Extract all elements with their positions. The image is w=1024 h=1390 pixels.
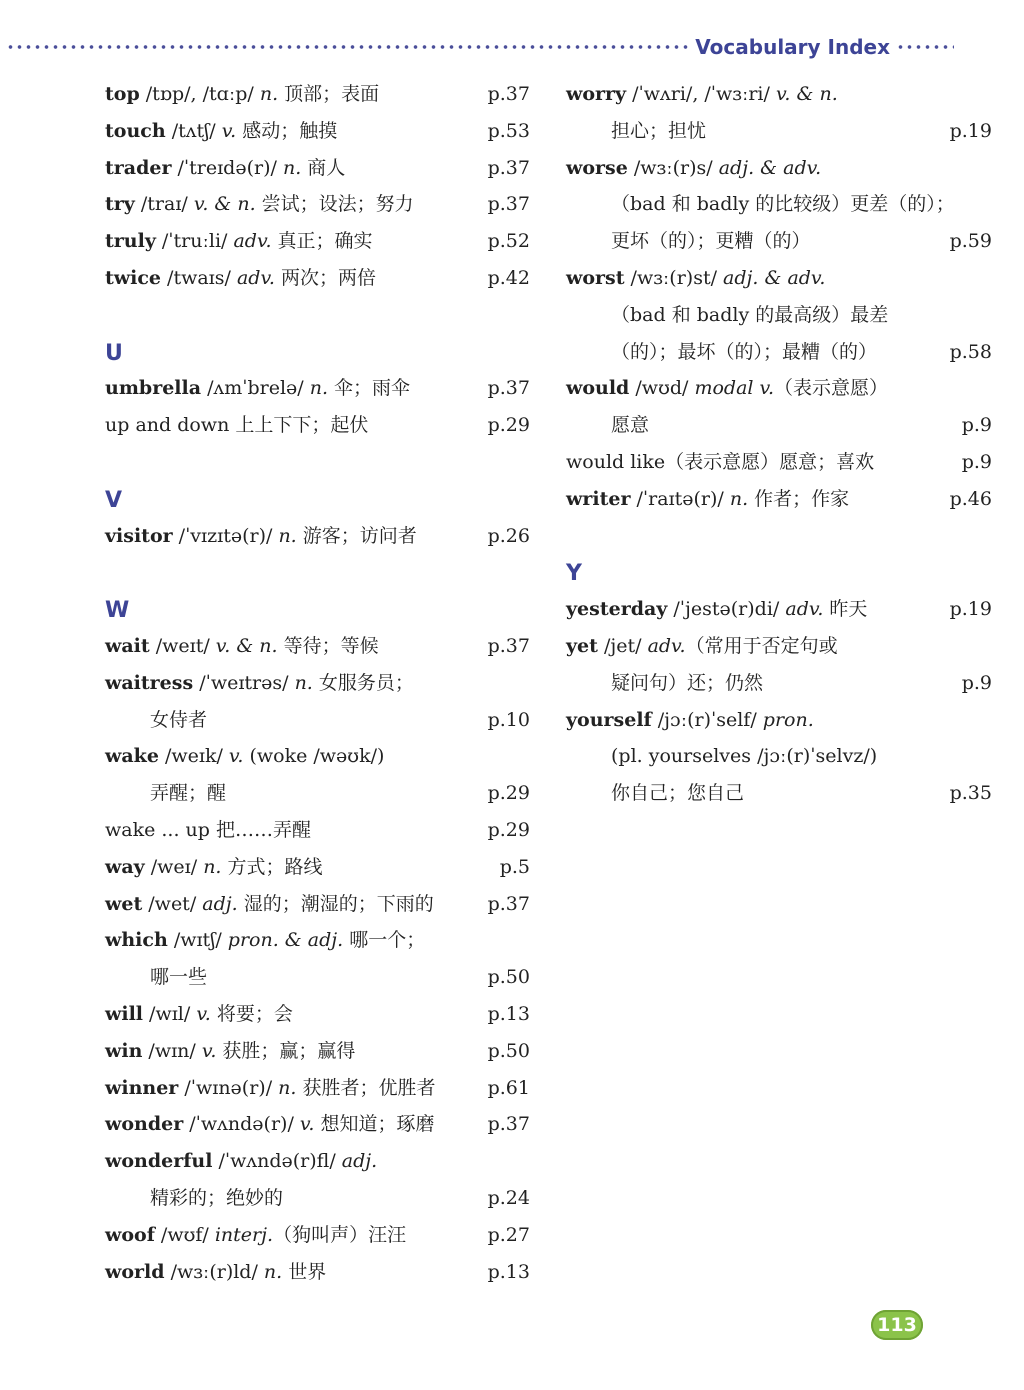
section-letter: U (105, 340, 123, 366)
headword: wet (105, 892, 143, 915)
phonetic: /wʊd/ (629, 377, 695, 400)
spacer (105, 554, 530, 591)
part-of-speech: v. (228, 745, 244, 768)
phonetic: /ʌmˈbrelə/ (201, 377, 310, 400)
phonetic: /wɜː(r)st/ (624, 266, 724, 289)
headword: way (105, 855, 145, 878)
part-of-speech: n. (729, 487, 749, 510)
definition: 尝试；设法；努力 (255, 193, 414, 216)
page-ref: p.46 (949, 487, 992, 510)
part-of-speech: adj. & adv. (718, 156, 822, 179)
phonetic: /ˈweɪtrəs/ (193, 671, 295, 694)
part-of-speech: adv. (785, 598, 824, 621)
part-of-speech: n. (263, 1260, 283, 1283)
headword: yet (566, 634, 598, 657)
vocab-entry (566, 260, 992, 297)
headword: truly (105, 230, 156, 253)
vocab-entry (105, 518, 530, 555)
page-ref: p.27 (487, 1223, 530, 1246)
vocab-entry (105, 1254, 530, 1291)
page-ref: p.50 (487, 966, 530, 989)
vocab-entry (105, 922, 530, 959)
page-ref: p.19 (949, 598, 992, 621)
page-ref: p.5 (499, 855, 530, 878)
definition: （bad 和 badly 的最高级）最差 (611, 303, 889, 326)
phonetic: /wʊf/ (154, 1223, 215, 1246)
vocab-entry (566, 628, 992, 665)
definition: （bad 和 badly 的比较级）更差（的）； (611, 193, 955, 216)
running-header (0, 30, 960, 64)
part-of-speech: n. (278, 1076, 297, 1099)
part-of-speech: v. (299, 1113, 315, 1136)
phonetic: /ˈvɪzɪtə(r)/ (172, 524, 279, 547)
part-of-speech: adv. (236, 266, 275, 289)
definition: 女服务员； (312, 671, 414, 694)
entry-continuation (566, 223, 992, 260)
part-of-speech: v. & n. (193, 193, 256, 216)
vocab-entry (566, 150, 992, 187)
vocab-entry (105, 1217, 530, 1254)
part-of-speech: n. (203, 855, 222, 878)
page-ref: p.26 (487, 524, 530, 547)
part-of-speech: interj. (214, 1223, 274, 1246)
definition: 方式；路线 (221, 855, 323, 878)
vocab-entry (105, 886, 530, 923)
vocab-entry (566, 76, 992, 113)
entry-continuation (566, 334, 992, 371)
definition: (woke /wəʊk/) (243, 745, 385, 768)
headword: try (105, 193, 135, 216)
headword: wonderful (105, 1150, 213, 1173)
page-ref: p.19 (949, 119, 992, 142)
definition: （常用于否定句或 (685, 634, 838, 657)
phonetic: /ˈtruːli/ (155, 230, 234, 253)
definition: 哪一个； (343, 929, 426, 952)
headword: umbrella (105, 377, 202, 400)
page-ref: p.61 (487, 1076, 530, 1099)
vocab-entry (105, 1033, 530, 1070)
entry-continuation (566, 297, 992, 334)
part-of-speech: adv. (647, 634, 686, 657)
phonetic: /wɜː(r)s/ (627, 156, 719, 179)
phrase: up and down 上上下下；起伏 (105, 414, 369, 437)
page-ref: p.50 (487, 1039, 530, 1062)
definition: 两次；两倍 (274, 266, 377, 289)
headword: win (105, 1039, 143, 1062)
headword: wait (105, 634, 150, 657)
page-ref: p.37 (487, 377, 530, 400)
definition: （表示意愿） (774, 377, 889, 400)
headword: top (105, 83, 140, 105)
part-of-speech: v. (201, 1039, 217, 1062)
vocab-entry (105, 223, 530, 260)
page-ref: p.37 (487, 634, 530, 657)
vocab-entry (105, 849, 530, 886)
part-of-speech: n. (282, 156, 302, 179)
entry-continuation (105, 1180, 530, 1217)
left-column (105, 76, 530, 1290)
header-title: Vocabulary Index (695, 35, 890, 59)
vocab-entry (566, 370, 992, 407)
page-ref: p.58 (949, 340, 992, 363)
definition: 弄醒；醒 (150, 782, 227, 805)
headword: would (566, 377, 630, 400)
vocab-entry (105, 1070, 530, 1107)
entry-continuation (566, 113, 992, 150)
headword: trader (105, 156, 172, 179)
phonetic: /wɪtʃ/ (167, 929, 228, 952)
entry-continuation (566, 738, 992, 775)
part-of-speech: pron. (762, 708, 814, 731)
vocab-entry (105, 186, 530, 223)
vocab-entry (105, 812, 530, 849)
vocab-entry (105, 1106, 530, 1143)
headword: visitor (105, 524, 173, 547)
page-ref: p.13 (487, 1002, 530, 1025)
part-of-speech: v. & n. (215, 634, 278, 657)
page-ref: p.42 (487, 266, 530, 289)
vocab-entry (566, 591, 992, 628)
definition: 获胜者；优胜者 (296, 1076, 436, 1099)
definition: 昨天 (823, 598, 868, 621)
definition: 将要；会 (210, 1002, 293, 1025)
phonetic: /weɪ/ (144, 855, 204, 878)
part-of-speech: n. (259, 83, 279, 105)
headword: yourself (566, 708, 652, 731)
vocab-entry (566, 444, 992, 481)
definition: 商人 (301, 156, 346, 179)
part-of-speech: adj. (202, 892, 238, 915)
part-of-speech: modal v. (694, 377, 775, 400)
definition: （狗叫声）汪汪 (273, 1223, 407, 1246)
phonetic: /traɪ/ (134, 193, 194, 216)
headword: yesterday (566, 598, 668, 621)
definition: 湿的；潮湿的；下雨的 (237, 892, 434, 915)
entry-continuation (566, 665, 992, 702)
page-ref: p.35 (949, 782, 992, 805)
phonetic: /tʌtʃ/ (165, 119, 222, 142)
headword: woof (105, 1223, 155, 1246)
page-ref: p.53 (487, 119, 530, 142)
page-ref: p.9 (961, 450, 992, 473)
headword: winner (105, 1076, 179, 1099)
definition: 伞；雨伞 (328, 377, 411, 400)
page-ref: p.24 (487, 1186, 530, 1209)
phrase: would like（表示意愿）愿意；喜欢 (566, 450, 875, 473)
part-of-speech: n. (278, 524, 297, 547)
phonetic: /ˈraɪtə(r)/ (630, 487, 730, 510)
page-ref: p.29 (487, 414, 530, 437)
part-of-speech: v. (196, 1002, 211, 1025)
headword: writer (566, 487, 631, 510)
page-ref: p.13 (487, 1260, 530, 1283)
page-ref: p.37 (487, 156, 530, 179)
headword: worry (566, 83, 627, 105)
phonetic: /ˈjestə(r)di/ (667, 598, 786, 621)
vocab-entry (105, 76, 530, 113)
phonetic: /ˈwʌndə(r)/ (183, 1113, 300, 1136)
vocab-entry (105, 407, 530, 444)
page-ref: p.52 (487, 230, 530, 253)
vocab-entry (105, 370, 530, 407)
page-ref: p.37 (487, 1113, 530, 1136)
definition: （的）；最坏（的）；最糟（的） (611, 340, 878, 363)
phonetic: /wet/ (142, 892, 203, 915)
definition: 更坏（的）；更糟（的） (611, 230, 811, 253)
vocab-entry (105, 113, 530, 150)
entry-continuation (105, 959, 530, 996)
spacer (105, 297, 530, 334)
definition: 感动；触摸 (236, 119, 338, 142)
phonetic: /jɔː(r)ˈself/ (651, 708, 763, 731)
dotted-leader (6, 44, 689, 50)
phonetic: /ˈwɪnə(r)/ (178, 1076, 279, 1099)
phonetic: /wɜː(r)ld/ (164, 1260, 264, 1283)
spacer (566, 518, 992, 555)
definition: 担心；担忧 (611, 119, 707, 142)
definition: 获胜；赢；赢得 (216, 1039, 356, 1062)
definition: 疑问句）还；仍然 (611, 671, 764, 694)
headword: wake (105, 745, 159, 768)
phonetic: /ˈwʌri/, /ˈwɜːri/ (626, 83, 776, 105)
phonetic: /wɪl/ (143, 1002, 197, 1025)
headword: touch (105, 119, 166, 142)
definition: 精彩的；绝妙的 (150, 1186, 284, 1209)
vocab-entry (566, 702, 992, 739)
vocab-entry (105, 738, 530, 775)
entry-continuation (566, 407, 992, 444)
part-of-speech: adj. (341, 1150, 378, 1173)
page-ref: p.9 (961, 671, 992, 694)
definition: 你自己；您自己 (611, 782, 745, 805)
phonetic: /ˈwʌndə(r)fl/ (212, 1150, 342, 1173)
headword: world (105, 1260, 165, 1283)
section-letter: Y (566, 561, 582, 587)
definition: 世界 (282, 1260, 327, 1283)
phrase: wake ... up 把……弄醒 (105, 818, 311, 841)
headword: twice (105, 266, 162, 289)
definition: 真正；确实 (271, 230, 373, 253)
definition: 想知道；琢磨 (314, 1113, 435, 1136)
phonetic: /tɒp/, /tɑːp/ (139, 83, 260, 105)
right-column (566, 76, 992, 812)
section-letter: W (105, 598, 130, 624)
definition: 顶部；表面 (278, 83, 380, 105)
part-of-speech: n. (309, 377, 329, 400)
part-of-speech: v. & n. (775, 83, 838, 105)
page-ref: p.37 (487, 193, 530, 216)
headword: will (105, 1002, 144, 1025)
page-ref: p.59 (949, 230, 992, 253)
section-letter: V (105, 487, 123, 513)
headword: which (105, 929, 168, 952)
phonetic: /weɪk/ (158, 745, 229, 768)
phonetic: /ˈtreɪdə(r)/ (171, 156, 283, 179)
entry-continuation (105, 775, 530, 812)
headword: wonder (105, 1113, 184, 1136)
page-number-badge: 113 (871, 1310, 923, 1340)
vocab-entry (566, 481, 992, 518)
vocab-entry (105, 665, 530, 702)
page-ref: p.29 (487, 818, 530, 841)
page-ref: p.37 (487, 83, 530, 105)
phonetic: /twaɪs/ (161, 266, 237, 289)
phonetic: /wɪn/ (142, 1039, 202, 1062)
vocab-entry (105, 628, 530, 665)
spacer (105, 444, 530, 481)
page-ref: p.9 (961, 414, 992, 437)
headword: worse (566, 156, 628, 179)
phonetic: /jet/ (597, 634, 648, 657)
phonetic: /weɪt/ (149, 634, 216, 657)
part-of-speech: v. (221, 119, 237, 142)
page-ref: p.37 (487, 892, 530, 915)
vocab-entry (105, 1143, 530, 1180)
definition: 哪一些 (150, 966, 208, 989)
headword: worst (566, 266, 625, 289)
entry-continuation (566, 775, 992, 812)
part-of-speech: adj. & adv. (723, 266, 826, 289)
definition: 女侍者 (150, 708, 208, 731)
entry-continuation (105, 702, 530, 739)
definition: 愿意 (611, 414, 650, 437)
dotted-leader-right (896, 44, 954, 50)
entry-continuation (566, 186, 992, 223)
part-of-speech: pron. & adj. (227, 929, 344, 952)
vocab-entry (105, 260, 530, 297)
part-of-speech: n. (294, 671, 313, 694)
vocab-entry (105, 996, 530, 1033)
definition: 作者；作家 (748, 487, 850, 510)
definition: (pl. yourselves /jɔː(r)ˈselvz/) (611, 745, 878, 768)
page-ref: p.10 (487, 708, 530, 731)
definition: 等待；等候 (277, 634, 379, 657)
part-of-speech: adv. (233, 230, 272, 253)
vocab-entry (105, 150, 530, 187)
definition: 游客；访问者 (296, 524, 417, 547)
headword: waitress (105, 671, 194, 694)
page-ref: p.29 (487, 782, 530, 805)
